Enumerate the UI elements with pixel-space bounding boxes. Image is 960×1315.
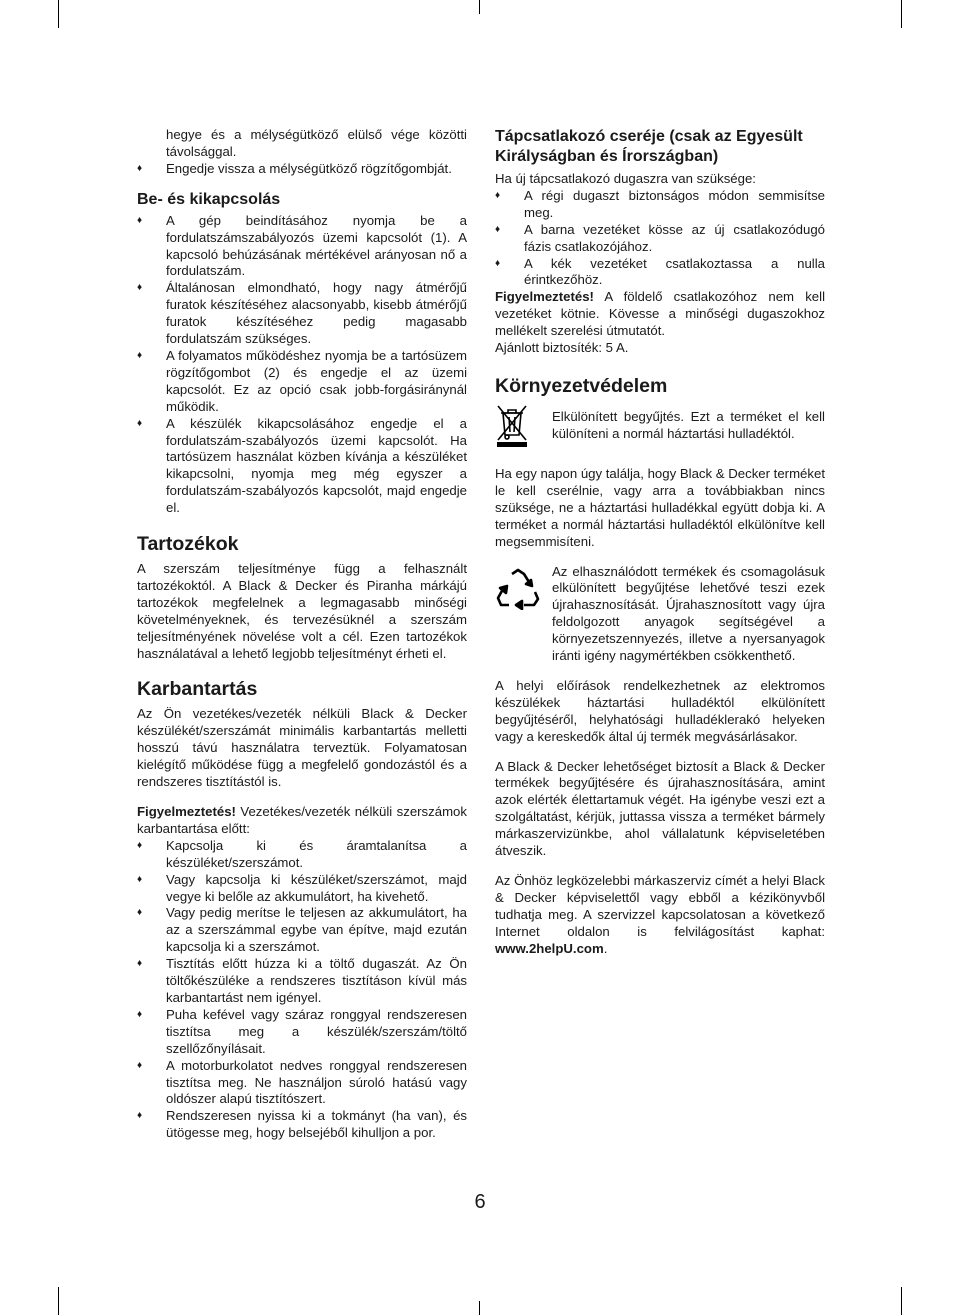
bullet-text: Rendszeresen nyissa ki a tokmányt (ha van), és ütögesse meg, hogy belsejéből kihulljon a por.: [166, 1108, 467, 1141]
warning-label: Figyelmeztetés!: [495, 289, 594, 305]
env-paragraph-4: [495, 873, 825, 958]
bullet-text: A motorburkolatot nedves ronggyal rendszeresen tisztítsa meg. Ne használjon súroló hatású vagy oldószer alapú tisztítószert.: [166, 1057, 467, 1107]
diamond-bullet-icon: ♦: [137, 214, 143, 226]
accessories-text: A szerszám teljesítménye függ a felhasznált tartozékoktól. A Black & Decker és Piranha márkájú tartozékok megfelelnek a legmagasabb minőségi követelményeknek, és tervezésüknél a szerszám teljesítményének növelése volt a cél. Ezen tartozékok használatával a lehető legjobb teljesítményt érheti el.: [137, 561, 467, 661]
list-item: [137, 1007, 467, 1058]
bullet-text: A barna vezetéket kösse az új csatlakozódugó fázis csatlakozójához.: [524, 221, 825, 254]
list-item: [137, 213, 467, 281]
crop-mark: [58, 0, 59, 28]
section-heading-maintenance: Karbantartás: [137, 678, 258, 701]
crop-mark: [58, 1287, 59, 1315]
env-paragraph-1: Ha egy napon úgy találja, hogy Black & Decker terméket le kell cserélnie, vagy arra a továbbiakban nincs szüksége, ne a háztartási hulladékkal együtt dobja ki. A terméket a normál háztartási hulladéktól elkülönítve kell megsemmisíteni.: [495, 465, 825, 549]
crop-mark: [901, 1287, 902, 1315]
bullet-text: A folyamatos működéshez nyomja be a tartósüzem rögzítőgombot (2) és engedje el az üzemi kapcsolót. Ez az opció csak jobb-forgásiránynál működik.: [166, 347, 467, 414]
warning-text: A földelő csatlakozóhoz nem kell vezetéket kötnie. Kövesse a minőségi dugaszokhoz mellékelt szerelési útmutatót.: [495, 289, 825, 339]
crossed-bin-icon: [495, 403, 529, 447]
service-url-link[interactable]: www.2helpU.com: [495, 940, 604, 956]
bullet-text: Puha kefével vagy száraz ronggyal rendszeresen tisztítsa meg a készülék/szerszám/töltő szellőzőnyílásait.: [166, 1006, 467, 1056]
bullet-text: Vagy kapcsolja ki készüléket/szerszámot, majd vegye ki belőle az akkumulátort, ha kivehető.: [166, 871, 467, 904]
section-heading-accessories: Tartozékok: [137, 533, 239, 556]
diamond-bullet-icon: ♦: [137, 907, 143, 919]
list-item: [137, 161, 467, 178]
crop-mark: [901, 0, 902, 28]
section-heading-plug: Tápcsatlakozó cseréje (csak az Egyesült Királyságban és Írországban): [495, 128, 803, 165]
recycling-row: [495, 564, 825, 665]
env-paragraph-2: A helyi előírások rendelkezhetnek az elektromos készülékek háztartási hulladéktól elkülönített begyűjtéséről, helyhatósági hulladéklerakó helyeken vagy a kereskedők által új termék megvásárlásakor.: [495, 677, 825, 744]
bullet-text: Kapcsolja ki és áramtalanítsa a készüléket/szerszámot.: [166, 837, 467, 870]
list-item: [495, 256, 825, 290]
list-item: [137, 1058, 467, 1109]
bullet-text: Általánosan elmondható, hogy nagy átmérőjű furatok készítéséhez alacsonyabb, kisebb átmérőjű furatok készítéséhez pedig magasabb fordulatszám szükséges.: [166, 280, 467, 347]
list-item: [137, 1108, 467, 1142]
list-item: [137, 872, 467, 906]
list-item: [137, 348, 467, 416]
env-paragraph-3: A Black & Decker lehetőséget biztosít a Black & Decker termékek begyűjtésére és újrahasznosítására, amint azok elérték élettartamuk végét. Ha igénybe veszi ezt a szolgáltatást, kérjük, juttassa vissza a terméket bármely márkaszervizünkbe, ahol vállalatunk képviseletében átveszik.: [495, 758, 825, 859]
bullet-text: A kék vezetéket csatlakoztassa a nulla érintkezőhöz.: [524, 255, 825, 288]
right-column: [495, 127, 825, 958]
diamond-bullet-icon: ♦: [137, 1110, 143, 1122]
diamond-bullet-icon: ♦: [137, 282, 143, 294]
list-item: [137, 956, 467, 1007]
diamond-bullet-icon: ♦: [137, 958, 143, 970]
bullet-text: A régi dugaszt biztonságos módon semmisítse meg.: [524, 187, 825, 220]
fuse-text: Ajánlott biztosíték: 5 A.: [495, 340, 629, 356]
diamond-bullet-icon: ♦: [137, 349, 143, 361]
diamond-bullet-icon: ♦: [137, 162, 143, 174]
bullet-text: Engedje vissza a mélységütköző rögzítőgombját.: [166, 160, 452, 176]
plug-warning: [495, 289, 825, 340]
intro-text: hegye és a mélységütköző elülső vége közötti távolsággal.: [166, 127, 467, 159]
bullet-text: A készülék kikapcsolásához engedje el a fordulatszám-szabályozós üzemi kapcsolót. Ha tartósüzem használat közben kívánja a készüléket kikapcsolni, nyomja meg még egyszer a fordulatszám-szabályozós kapcsolót, majd engedje el.: [166, 415, 467, 516]
page-number: 6: [474, 1191, 486, 1213]
left-column: [137, 127, 467, 1142]
list-item: [495, 188, 825, 222]
bullet-text: Vagy pedig merítse le teljesen az akkumulátort, ha az a szerszámmal egybe van építve, majd ezután kapcsolja ki a szerszámot.: [166, 905, 467, 955]
plug-intro: Ha új tápcsatlakozó dugaszra van szüksége:: [495, 171, 756, 186]
diamond-bullet-icon: ♦: [137, 839, 143, 851]
diamond-bullet-icon: ♦: [495, 189, 501, 201]
list-item: [137, 838, 467, 872]
service-text: Az Önhöz legközelebbi márkaszerviz címét a helyi Black & Decker képviselettől vagy ebből a kézikönyvből tudhatja meg. A szervizzel kapcsolatosan a következő Internet oldalon is felvilágosítást kaphat:: [495, 873, 825, 939]
diamond-bullet-icon: ♦: [495, 257, 501, 269]
bullet-text: Tisztítás előtt húzza ki a töltő dugaszát. Az Ön töltőkészüléke a rendszeres tisztításon kívül más karbantartást nem igényel.: [166, 956, 467, 1005]
diamond-bullet-icon: ♦: [495, 223, 501, 235]
diamond-bullet-icon: ♦: [137, 1059, 143, 1071]
crop-mark: [479, 0, 480, 14]
separate-collection-text: Elkülönített begyűjtés. Ezt a terméket el kell különíteni a normál háztartási hulladéktól.: [552, 408, 825, 441]
crop-mark: [479, 1301, 480, 1315]
section-heading-environment: Környezetvédelem: [495, 374, 668, 397]
list-item: [137, 416, 467, 517]
maintenance-warning: [137, 804, 467, 838]
list-item: [495, 222, 825, 256]
maintenance-text: Az Ön vezetékes/vezeték nélküli Black & Decker készülékét/szerszámát minimális karbantartás melletti hosszú távú használatra terveztük. Folyamatosan kielégítő működése függ a megfelelő gondozástól és a rendszeres tisztítástól is.: [137, 706, 467, 790]
recycling-text: Az elhasználódott termékek és csomagolásuk elkülönített begyűjtése lehetővé teszi ezek újrahasznosítását. Újrahasznosított vagy újra feldolgozott anyagok segítségével a környezetszennyezés, illetve a nyersanyagok iránti igény nagymértékben csökkenthető.: [552, 563, 825, 664]
bullet-text: A gép beindításához nyomja be a fordulatszámszabályozós üzemi kapcsolót (1). A kapcsoló behúzásának mértékével arányosan nő a fordulatszám.: [166, 212, 467, 279]
list-item: [137, 905, 467, 956]
section-heading-onoff: Be- és kikapcsolás: [137, 190, 281, 208]
service-text-tail: .: [603, 940, 608, 956]
warning-label: Figyelmeztetés!: [137, 804, 236, 819]
diamond-bullet-icon: ♦: [137, 417, 143, 429]
warning-text: Vezetékes/vezeték nélküli szerszámok karbantartása előtt:: [137, 804, 467, 836]
diamond-bullet-icon: ♦: [137, 873, 143, 885]
separate-collection-row: [495, 403, 825, 453]
list-item: [137, 280, 467, 348]
recycle-icon: [495, 568, 541, 610]
diamond-bullet-icon: ♦: [137, 1008, 143, 1020]
